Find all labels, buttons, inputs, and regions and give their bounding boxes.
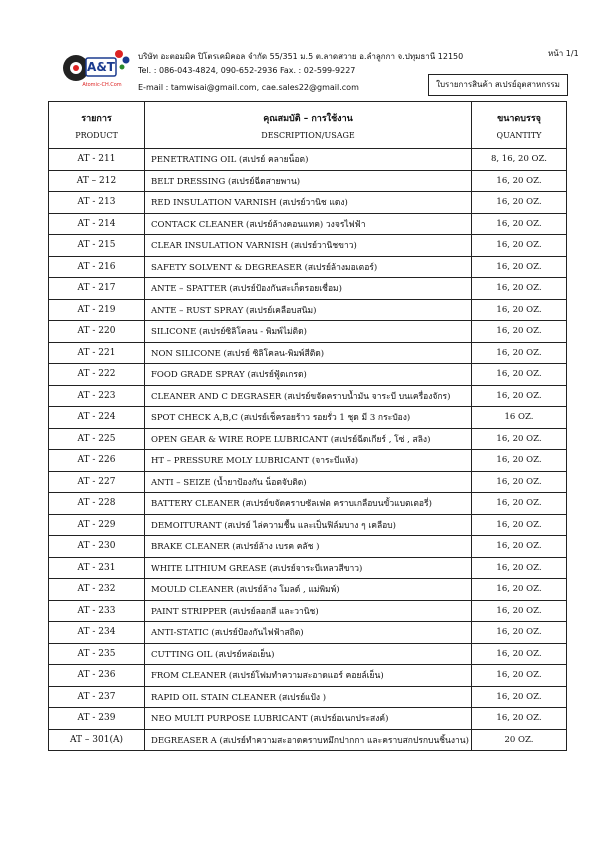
table-body bbox=[49, 149, 567, 751]
description-cell: BRAKE CLEANER (สเปรย์ล้าง เบรค คลัช ) bbox=[145, 536, 472, 558]
product-code-cell: AT - 239 bbox=[49, 708, 145, 730]
quantity-cell: 16, 20 OZ. bbox=[472, 321, 567, 343]
description-cell: FROM CLEANER (สเปรย์โฟมทำความสะอาดแอร์ คอยล์เย็น) bbox=[145, 665, 472, 687]
description-cell: CLEANER AND C DEGRASER (สเปรย์ขจัดคราบน้ำมัน จาระบี บนเครื่องจักร) bbox=[145, 385, 472, 407]
description-cell: SPOT CHECK A,B,C (สเปรย์เช็ครอยร้าว รอยรั่ว 1 ชุด มี 3 กระป๋อง) bbox=[145, 407, 472, 429]
description-cell: CLEAR INSULATION VARNISH (สเปรย์วานิชขาว) bbox=[145, 235, 472, 257]
description-cell: NEO MULTI PURPOSE LUBRICANT (สเปรย์อเนกประสงค์) bbox=[145, 708, 472, 730]
table-row bbox=[49, 622, 567, 644]
table-row bbox=[49, 665, 567, 687]
table-row bbox=[49, 579, 567, 601]
table-row bbox=[49, 471, 567, 493]
product-code-cell: AT - 227 bbox=[49, 471, 145, 493]
description-cell: SAFETY SOLVENT & DEGREASER (สเปรย์ล้างมอเตอร์) bbox=[145, 256, 472, 278]
product-code-cell: AT - 215 bbox=[49, 235, 145, 257]
product-code-cell: AT - 229 bbox=[49, 514, 145, 536]
product-code-cell: AT - 219 bbox=[49, 299, 145, 321]
table-row bbox=[49, 729, 567, 751]
table-row bbox=[49, 256, 567, 278]
quantity-cell: 16, 20 OZ. bbox=[472, 235, 567, 257]
product-code-cell: AT - 237 bbox=[49, 686, 145, 708]
description-cell: ANTE – SPATTER (สเปรย์ป้องกันสะเก็ดรอยเชื่อม) bbox=[145, 278, 472, 300]
table-row bbox=[49, 321, 567, 343]
quantity-cell: 16, 20 OZ. bbox=[472, 493, 567, 515]
table-row bbox=[49, 364, 567, 386]
quantity-cell: 16, 20 OZ. bbox=[472, 643, 567, 665]
quantity-cell: 16, 20 OZ. bbox=[472, 471, 567, 493]
description-cell: FOOD GRADE SPRAY (สเปรย์ฟู้ดเกรด) bbox=[145, 364, 472, 386]
product-code-cell: AT - 230 bbox=[49, 536, 145, 558]
description-cell: BELT DRESSING (สเปรย์ฉีดสายพาน) bbox=[145, 170, 472, 192]
quantity-cell: 16 OZ. bbox=[472, 407, 567, 429]
product-code-cell: AT - 220 bbox=[49, 321, 145, 343]
company-phone-fax: Tel. : 086-043-4824, 090-652-2936 Fax. : 02-599-9227 bbox=[138, 66, 356, 75]
product-code-cell: AT - 216 bbox=[49, 256, 145, 278]
table-row bbox=[49, 686, 567, 708]
product-code-cell: AT - 222 bbox=[49, 364, 145, 386]
description-cell: OPEN GEAR & WIRE ROPE LUBRICANT (สเปรย์ฉีดเกียร์ , โซ่ , สลิง) bbox=[145, 428, 472, 450]
table-row bbox=[49, 708, 567, 730]
quantity-cell: 16, 20 OZ. bbox=[472, 278, 567, 300]
description-cell: RED INSULATION VARNISH (สเปรย์วานิช แดง) bbox=[145, 192, 472, 214]
quantity-cell: 16, 20 OZ. bbox=[472, 514, 567, 536]
quantity-cell: 16, 20 OZ. bbox=[472, 213, 567, 235]
header-description-en: DESCRIPTION/USAGE bbox=[261, 130, 355, 140]
header-description-th: คุณสมบัติ – การใช้งาน bbox=[263, 113, 353, 124]
quantity-cell: 16, 20 OZ. bbox=[472, 192, 567, 214]
table-row bbox=[49, 235, 567, 257]
table-row bbox=[49, 342, 567, 364]
header-product-en: PRODUCT bbox=[75, 130, 118, 140]
table-row bbox=[49, 536, 567, 558]
table-header-row bbox=[49, 102, 567, 149]
header-product-th: รายการ bbox=[81, 113, 112, 124]
document-title: ใบรายการสินค้า สเปรย์อุตสาหกรรม bbox=[428, 74, 568, 96]
table-row bbox=[49, 278, 567, 300]
product-code-cell: AT - 217 bbox=[49, 278, 145, 300]
quantity-cell: 16, 20 OZ. bbox=[472, 299, 567, 321]
description-cell: PAINT STRIPPER (สเปรย์ลอกสี และวานิช) bbox=[145, 600, 472, 622]
product-code-cell: AT - 232 bbox=[49, 579, 145, 601]
company-name-address: บริษัท อะตอมมิค ปิโตรเคมิคอล จำกัด 55/351 ม.5 ต.ลาดสวาย อ.ลำลูกกา จ.ปทุมธานี 12150 bbox=[138, 52, 464, 61]
header-quantity-th: ขนาดบรรจุ bbox=[497, 113, 541, 124]
product-code-cell: AT - 213 bbox=[49, 192, 145, 214]
quantity-cell: 16, 20 OZ. bbox=[472, 256, 567, 278]
product-code-cell: AT - 228 bbox=[49, 493, 145, 515]
quantity-cell: 16, 20 OZ. bbox=[472, 622, 567, 644]
product-code-cell: AT - 236 bbox=[49, 665, 145, 687]
product-code-cell: AT - 225 bbox=[49, 428, 145, 450]
quantity-cell: 16, 20 OZ. bbox=[472, 385, 567, 407]
description-cell: WHITE LITHIUM GREASE (สเปรย์จาระบีเหลวสีขาว) bbox=[145, 557, 472, 579]
table-row bbox=[49, 428, 567, 450]
table-row bbox=[49, 600, 567, 622]
product-code-cell: AT - 223 bbox=[49, 385, 145, 407]
quantity-cell: 16, 20 OZ. bbox=[472, 665, 567, 687]
quantity-cell: 8, 16, 20 OZ. bbox=[472, 149, 567, 171]
quantity-cell: 16, 20 OZ. bbox=[472, 342, 567, 364]
quantity-cell: 16, 20 OZ. bbox=[472, 600, 567, 622]
table-row bbox=[49, 385, 567, 407]
table-row bbox=[49, 192, 567, 214]
product-code-cell: AT - 235 bbox=[49, 643, 145, 665]
quantity-cell: 16, 20 OZ. bbox=[472, 450, 567, 472]
product-code-cell: AT - 231 bbox=[49, 557, 145, 579]
description-cell: PENETRATING OIL (สเปรย์ คลายน็อต) bbox=[145, 149, 472, 171]
quantity-cell: 16, 20 OZ. bbox=[472, 364, 567, 386]
letterhead bbox=[0, 0, 598, 100]
quantity-cell: 20 OZ. bbox=[472, 729, 567, 751]
description-cell: DEMOITURANT (สเปรย์ ไล่ความชื้น และเป็นฟิล์มบาง ๆ เคลือบ) bbox=[145, 514, 472, 536]
product-code-cell: AT – 212 bbox=[49, 170, 145, 192]
table-row bbox=[49, 557, 567, 579]
table-row bbox=[49, 149, 567, 171]
table-row bbox=[49, 407, 567, 429]
description-cell: BATTERY CLEANER (สเปรย์ขจัดคราบซัลเฟต คราบเกลือบนขั้วแบตเตอรี่) bbox=[145, 493, 472, 515]
product-code-cell: AT - 214 bbox=[49, 213, 145, 235]
product-code-cell: AT - 234 bbox=[49, 622, 145, 644]
description-cell: HT – PRESSURE MOLY LUBRICANT (จาระบีแห้ง) bbox=[145, 450, 472, 472]
description-cell: CONTACK CLEANER (สเปรย์ล้างคอนแทค) วงจรไฟฟ้า bbox=[145, 213, 472, 235]
description-cell: ANTI-STATIC (สเปรย์ป้องกันไฟฟ้าสถิต) bbox=[145, 622, 472, 644]
company-email: E-mail : tamwisai@gmail.com, cae.sales22@gmail.com bbox=[138, 83, 359, 92]
description-cell: MOULD CLEANER (สเปรย์ล้าง โมลด์ , แม่พิมพ์) bbox=[145, 579, 472, 601]
quantity-cell: 16, 20 OZ. bbox=[472, 708, 567, 730]
quantity-cell: 16, 20 OZ. bbox=[472, 428, 567, 450]
description-cell: ANTE – RUST SPRAY (สเปรย์เคลือบสนิม) bbox=[145, 299, 472, 321]
product-table bbox=[48, 101, 567, 751]
table-row bbox=[49, 493, 567, 515]
header-description bbox=[145, 102, 472, 149]
description-cell: SILICONE (สเปรย์ซิลิโคลน - พิมพ์ไม่ติด) bbox=[145, 321, 472, 343]
description-cell: RAPID OIL STAIN CLEANER (สเปรย์แป้ง ) bbox=[145, 686, 472, 708]
table-row bbox=[49, 450, 567, 472]
table-row bbox=[49, 299, 567, 321]
product-code-cell: AT - 224 bbox=[49, 407, 145, 429]
product-code-cell: AT - 233 bbox=[49, 600, 145, 622]
header-quantity bbox=[472, 102, 567, 149]
table-row bbox=[49, 213, 567, 235]
table-row bbox=[49, 514, 567, 536]
product-code-cell: AT - 211 bbox=[49, 149, 145, 171]
table-row bbox=[49, 170, 567, 192]
description-cell: NON SILICONE (สเปรย์ ซิลิโคลน-พิมพ์สีติด) bbox=[145, 342, 472, 364]
header-product bbox=[49, 102, 145, 149]
quantity-cell: 16, 20 OZ. bbox=[472, 579, 567, 601]
quantity-cell: 16, 20 OZ. bbox=[472, 686, 567, 708]
logo-subtext: Atomic-CH.Com bbox=[82, 82, 122, 88]
quantity-cell: 16, 20 OZ. bbox=[472, 557, 567, 579]
company-logo-icon bbox=[60, 40, 132, 96]
description-cell: DEGREASER A (สเปรย์ทำความสะอาดคราบหมึกปากกา และคราบสกปรกบนชิ้นงาน) bbox=[145, 729, 472, 751]
header-quantity-en: QUANTITY bbox=[496, 130, 542, 140]
page-number: หน้า 1/1 bbox=[548, 49, 579, 58]
description-cell: CUTTING OIL (สเปรย์หล่อเย็น) bbox=[145, 643, 472, 665]
product-code-cell: AT - 226 bbox=[49, 450, 145, 472]
table-row bbox=[49, 643, 567, 665]
quantity-cell: 16, 20 OZ. bbox=[472, 170, 567, 192]
product-code-cell: AT - 221 bbox=[49, 342, 145, 364]
logo-text: A&T bbox=[87, 60, 115, 74]
product-code-cell: AT – 301(A) bbox=[49, 729, 145, 751]
quantity-cell: 16, 20 OZ. bbox=[472, 536, 567, 558]
description-cell: ANTI – SEIZE (น้ำยาป้องกัน น็อตจับติด) bbox=[145, 471, 472, 493]
